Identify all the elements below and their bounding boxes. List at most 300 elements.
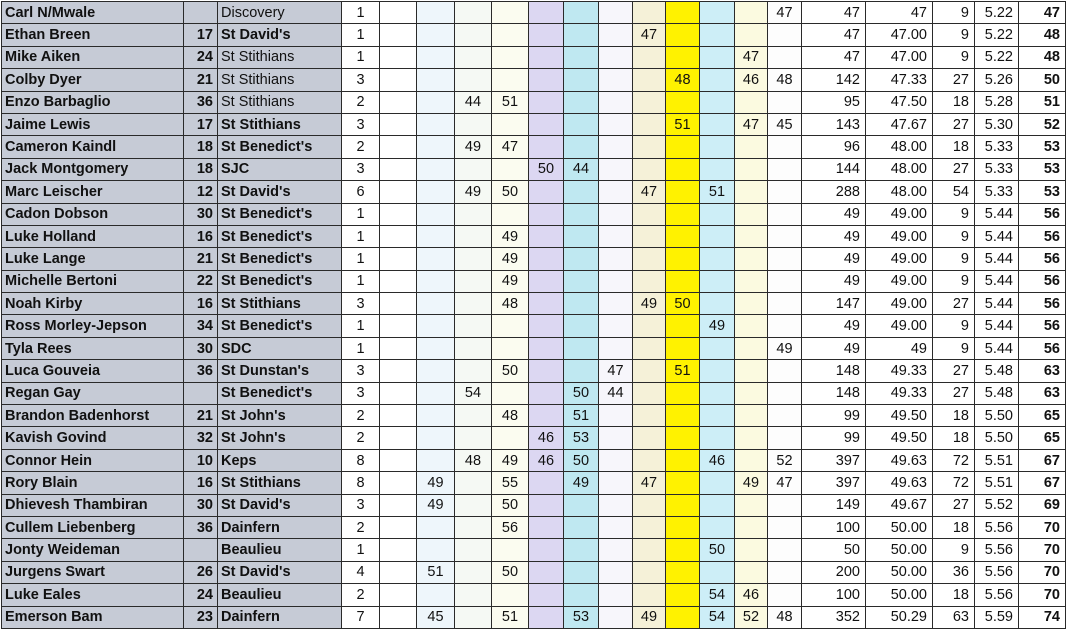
holes-count: 9	[933, 2, 975, 24]
score-cell	[735, 539, 768, 561]
score-cell	[455, 225, 492, 247]
average-score: 49.33	[866, 360, 933, 382]
score-cell: 47	[735, 46, 768, 68]
score-cell: 44	[455, 91, 492, 113]
average-score: 47.00	[866, 46, 933, 68]
score-cell: 47	[633, 24, 666, 46]
score-cell: 49	[492, 270, 529, 292]
score-cell: 50	[700, 539, 735, 561]
score-cell	[735, 91, 768, 113]
score-cell	[735, 494, 768, 516]
player-name: Cullem Liebenberg	[2, 516, 184, 538]
score-cell	[599, 113, 633, 135]
score-cell	[633, 203, 666, 225]
score-cell: 46	[735, 584, 768, 606]
total-score: 47	[802, 2, 866, 24]
score-cell	[529, 584, 564, 606]
score-cell	[735, 136, 768, 158]
score-cell	[666, 494, 700, 516]
score-cell	[633, 2, 666, 24]
score-cell	[599, 405, 633, 427]
score-cell	[380, 113, 417, 135]
score-cell	[666, 315, 700, 337]
score-cell	[492, 158, 529, 180]
ratio-value: 5.44	[975, 248, 1019, 270]
player-age: 18	[184, 136, 218, 158]
score-cell	[455, 24, 492, 46]
score-cell	[564, 561, 599, 583]
score-cell	[768, 293, 802, 315]
score-cell	[564, 293, 599, 315]
score-cell: 48	[492, 405, 529, 427]
player-club: St John's	[218, 405, 342, 427]
player-age	[184, 539, 218, 561]
score-cell	[735, 293, 768, 315]
player-name: Jaime Lewis	[2, 113, 184, 135]
score-cell	[529, 360, 564, 382]
score-cell	[768, 427, 802, 449]
rank-value: 74	[1019, 606, 1066, 628]
score-cell	[768, 315, 802, 337]
score-cell	[768, 270, 802, 292]
score-cell	[700, 2, 735, 24]
score-cell	[380, 225, 417, 247]
ratio-value: 5.44	[975, 315, 1019, 337]
score-cell: 56	[492, 516, 529, 538]
score-cell	[380, 24, 417, 46]
table-row	[2, 248, 1066, 270]
rounds-played: 1	[342, 225, 380, 247]
player-name: Emerson Bam	[2, 606, 184, 628]
ratio-value: 5.50	[975, 427, 1019, 449]
average-score: 48.00	[866, 136, 933, 158]
score-cell	[455, 2, 492, 24]
holes-count: 9	[933, 539, 975, 561]
table-row	[2, 136, 1066, 158]
score-cell	[599, 225, 633, 247]
score-cell	[492, 427, 529, 449]
total-score: 49	[802, 315, 866, 337]
player-name: Jonty Weideman	[2, 539, 184, 561]
score-cell: 50	[529, 158, 564, 180]
total-score: 99	[802, 405, 866, 427]
score-cell	[529, 472, 564, 494]
table-row	[2, 2, 1066, 24]
score-cell	[417, 382, 455, 404]
score-cell	[666, 270, 700, 292]
total-score: 99	[802, 427, 866, 449]
score-cell	[633, 225, 666, 247]
score-cell	[529, 494, 564, 516]
score-cell: 49	[768, 337, 802, 359]
score-cell	[417, 405, 455, 427]
score-cell: 49	[564, 472, 599, 494]
score-cell	[666, 24, 700, 46]
score-cell	[380, 203, 417, 225]
score-cell	[700, 46, 735, 68]
holes-count: 27	[933, 360, 975, 382]
rounds-played: 1	[342, 315, 380, 337]
rounds-played: 1	[342, 539, 380, 561]
score-cell: 48	[768, 606, 802, 628]
score-cell	[633, 46, 666, 68]
score-cell: 46	[529, 427, 564, 449]
ratio-value: 5.52	[975, 494, 1019, 516]
score-cell	[666, 472, 700, 494]
score-cell: 47	[492, 136, 529, 158]
table-row	[2, 270, 1066, 292]
score-cell	[633, 136, 666, 158]
ratio-value: 5.44	[975, 293, 1019, 315]
score-cell: 52	[768, 449, 802, 471]
score-cell	[633, 91, 666, 113]
score-cell	[564, 494, 599, 516]
average-score: 49.50	[866, 427, 933, 449]
score-cell	[564, 69, 599, 91]
holes-count: 54	[933, 181, 975, 203]
score-cell: 49	[700, 315, 735, 337]
score-cell	[564, 337, 599, 359]
score-cell	[666, 405, 700, 427]
player-age	[184, 382, 218, 404]
score-cell: 49	[492, 248, 529, 270]
player-age: 36	[184, 91, 218, 113]
score-cell	[633, 427, 666, 449]
score-cell: 49	[417, 472, 455, 494]
table-row	[2, 516, 1066, 538]
average-score: 49.00	[866, 270, 933, 292]
score-cell	[455, 561, 492, 583]
average-score: 50.00	[866, 584, 933, 606]
score-cell	[700, 270, 735, 292]
score-cell	[633, 561, 666, 583]
total-score: 100	[802, 516, 866, 538]
score-cell	[700, 225, 735, 247]
score-cell: 50	[564, 382, 599, 404]
player-name: Luca Gouveia	[2, 360, 184, 382]
average-score: 49.63	[866, 472, 933, 494]
score-cell	[564, 203, 599, 225]
average-score: 50.29	[866, 606, 933, 628]
rank-value: 56	[1019, 337, 1066, 359]
score-cell	[633, 539, 666, 561]
score-cell: 49	[492, 449, 529, 471]
score-cell: 47	[633, 181, 666, 203]
rounds-played: 4	[342, 561, 380, 583]
score-cell	[633, 315, 666, 337]
score-cell: 50	[492, 494, 529, 516]
table-row	[2, 449, 1066, 471]
score-cell: 53	[564, 606, 599, 628]
score-cell	[492, 46, 529, 68]
average-score: 48.00	[866, 158, 933, 180]
player-club: St Stithians	[218, 46, 342, 68]
score-cell	[417, 539, 455, 561]
score-cell	[417, 248, 455, 270]
score-cell: 51	[666, 360, 700, 382]
score-cell	[564, 46, 599, 68]
rank-value: 70	[1019, 539, 1066, 561]
player-name: Luke Lange	[2, 248, 184, 270]
score-cell	[768, 91, 802, 113]
total-score: 143	[802, 113, 866, 135]
score-cell	[666, 606, 700, 628]
total-score: 49	[802, 270, 866, 292]
score-cell: 48	[666, 69, 700, 91]
ratio-value: 5.33	[975, 181, 1019, 203]
score-cell	[666, 46, 700, 68]
rounds-played: 3	[342, 69, 380, 91]
score-cell: 51	[666, 113, 700, 135]
holes-count: 27	[933, 494, 975, 516]
score-cell	[380, 516, 417, 538]
score-cell	[599, 315, 633, 337]
rank-value: 65	[1019, 405, 1066, 427]
score-cell	[380, 46, 417, 68]
holes-count: 36	[933, 561, 975, 583]
score-cell	[417, 69, 455, 91]
table-row	[2, 203, 1066, 225]
score-cell	[735, 270, 768, 292]
score-cell	[529, 561, 564, 583]
score-cell	[529, 405, 564, 427]
score-cell	[455, 270, 492, 292]
score-cell	[529, 2, 564, 24]
score-cell	[380, 405, 417, 427]
player-club: St Stithians	[218, 472, 342, 494]
score-cell	[735, 158, 768, 180]
score-cell	[768, 248, 802, 270]
holes-count: 72	[933, 449, 975, 471]
score-cell: 45	[417, 606, 455, 628]
score-cell	[492, 584, 529, 606]
score-cell: 46	[735, 69, 768, 91]
player-club: St Stithians	[218, 69, 342, 91]
player-club: SDC	[218, 337, 342, 359]
average-score: 47.67	[866, 113, 933, 135]
rounds-played: 2	[342, 405, 380, 427]
score-cell	[633, 516, 666, 538]
player-name: Carl N/Mwale	[2, 2, 184, 24]
player-name: Mike Aiken	[2, 46, 184, 68]
table-row	[2, 382, 1066, 404]
score-cell	[529, 382, 564, 404]
score-cell: 47	[768, 472, 802, 494]
ratio-value: 5.51	[975, 472, 1019, 494]
rounds-played: 3	[342, 113, 380, 135]
score-cell	[455, 584, 492, 606]
table-row	[2, 539, 1066, 561]
average-score: 49.00	[866, 203, 933, 225]
score-cell	[599, 270, 633, 292]
total-score: 148	[802, 382, 866, 404]
score-cell	[700, 69, 735, 91]
rounds-played: 2	[342, 136, 380, 158]
score-cell	[599, 203, 633, 225]
holes-count: 9	[933, 203, 975, 225]
total-score: 352	[802, 606, 866, 628]
score-cell	[735, 405, 768, 427]
score-cell	[492, 382, 529, 404]
results-body	[2, 2, 1066, 629]
score-cell	[380, 315, 417, 337]
rounds-played: 7	[342, 606, 380, 628]
score-cell	[529, 24, 564, 46]
score-cell	[700, 516, 735, 538]
score-cell	[380, 181, 417, 203]
player-age: 26	[184, 561, 218, 583]
score-cell	[455, 405, 492, 427]
score-cell	[700, 203, 735, 225]
ratio-value: 5.48	[975, 360, 1019, 382]
player-name: Luke Holland	[2, 225, 184, 247]
table-row	[2, 584, 1066, 606]
score-cell	[633, 248, 666, 270]
score-cell	[599, 494, 633, 516]
rounds-played: 3	[342, 158, 380, 180]
score-cell	[417, 315, 455, 337]
score-cell	[599, 561, 633, 583]
average-score: 49.00	[866, 293, 933, 315]
score-cell	[492, 315, 529, 337]
total-score: 49	[802, 248, 866, 270]
score-cell: 52	[735, 606, 768, 628]
rounds-played: 1	[342, 248, 380, 270]
score-cell	[455, 539, 492, 561]
player-name: Cameron Kaindl	[2, 136, 184, 158]
player-age: 16	[184, 225, 218, 247]
player-age: 22	[184, 270, 218, 292]
table-row	[2, 337, 1066, 359]
average-score: 47.33	[866, 69, 933, 91]
score-cell	[492, 2, 529, 24]
score-cell	[768, 203, 802, 225]
table-row	[2, 427, 1066, 449]
player-age: 17	[184, 24, 218, 46]
holes-count: 9	[933, 46, 975, 68]
ratio-value: 5.22	[975, 2, 1019, 24]
average-score: 49.33	[866, 382, 933, 404]
player-name: Marc Leischer	[2, 181, 184, 203]
score-cell	[417, 427, 455, 449]
holes-count: 18	[933, 516, 975, 538]
table-row	[2, 494, 1066, 516]
score-cell	[700, 427, 735, 449]
score-cell	[380, 449, 417, 471]
rounds-played: 3	[342, 360, 380, 382]
player-age: 17	[184, 113, 218, 135]
score-cell	[633, 337, 666, 359]
total-score: 142	[802, 69, 866, 91]
player-name: Cadon Dobson	[2, 203, 184, 225]
total-score: 95	[802, 91, 866, 113]
score-cell	[768, 158, 802, 180]
score-cell	[455, 494, 492, 516]
rank-value: 65	[1019, 427, 1066, 449]
score-cell	[380, 472, 417, 494]
score-cell	[529, 181, 564, 203]
score-cell	[417, 293, 455, 315]
player-club: SJC	[218, 158, 342, 180]
holes-count: 72	[933, 472, 975, 494]
rounds-played: 1	[342, 46, 380, 68]
average-score: 49.00	[866, 225, 933, 247]
score-cell	[529, 337, 564, 359]
score-cell	[768, 561, 802, 583]
table-row	[2, 113, 1066, 135]
score-cell	[768, 382, 802, 404]
score-cell	[599, 516, 633, 538]
player-name: Luke Eales	[2, 584, 184, 606]
player-club: St David's	[218, 24, 342, 46]
score-cell	[564, 360, 599, 382]
score-cell: 50	[492, 181, 529, 203]
holes-count: 63	[933, 606, 975, 628]
score-cell	[700, 158, 735, 180]
score-cell: 49	[417, 494, 455, 516]
score-cell	[564, 91, 599, 113]
player-club: St Benedict's	[218, 225, 342, 247]
score-cell	[564, 248, 599, 270]
score-cell	[633, 158, 666, 180]
score-cell: 47	[633, 472, 666, 494]
rank-value: 56	[1019, 293, 1066, 315]
player-club: Dainfern	[218, 516, 342, 538]
score-cell: 47	[768, 2, 802, 24]
rank-value: 67	[1019, 472, 1066, 494]
score-cell	[633, 360, 666, 382]
ratio-value: 5.22	[975, 24, 1019, 46]
score-cell	[633, 584, 666, 606]
score-cell	[735, 2, 768, 24]
rounds-played: 2	[342, 91, 380, 113]
score-cell	[666, 136, 700, 158]
rounds-played: 2	[342, 584, 380, 606]
score-cell	[417, 91, 455, 113]
score-cell	[700, 360, 735, 382]
player-name: Tyla Rees	[2, 337, 184, 359]
score-cell	[455, 293, 492, 315]
average-score: 47.00	[866, 24, 933, 46]
ratio-value: 5.44	[975, 337, 1019, 359]
score-cell	[417, 181, 455, 203]
score-cell: 54	[700, 584, 735, 606]
player-club: St Stithians	[218, 91, 342, 113]
total-score: 49	[802, 337, 866, 359]
player-name: Dhievesh Thambiran	[2, 494, 184, 516]
score-cell	[768, 494, 802, 516]
rounds-played: 3	[342, 382, 380, 404]
score-cell	[455, 516, 492, 538]
rank-value: 48	[1019, 24, 1066, 46]
score-cell	[666, 2, 700, 24]
score-cell	[529, 136, 564, 158]
score-cell	[564, 516, 599, 538]
player-club: St Benedict's	[218, 136, 342, 158]
total-score: 50	[802, 539, 866, 561]
table-row	[2, 315, 1066, 337]
total-score: 49	[802, 203, 866, 225]
score-cell: 51	[417, 561, 455, 583]
score-cell: 44	[599, 382, 633, 404]
score-cell	[700, 24, 735, 46]
ratio-value: 5.28	[975, 91, 1019, 113]
score-cell	[564, 181, 599, 203]
rank-value: 70	[1019, 561, 1066, 583]
ratio-value: 5.59	[975, 606, 1019, 628]
ratio-value: 5.33	[975, 136, 1019, 158]
score-cell	[700, 405, 735, 427]
